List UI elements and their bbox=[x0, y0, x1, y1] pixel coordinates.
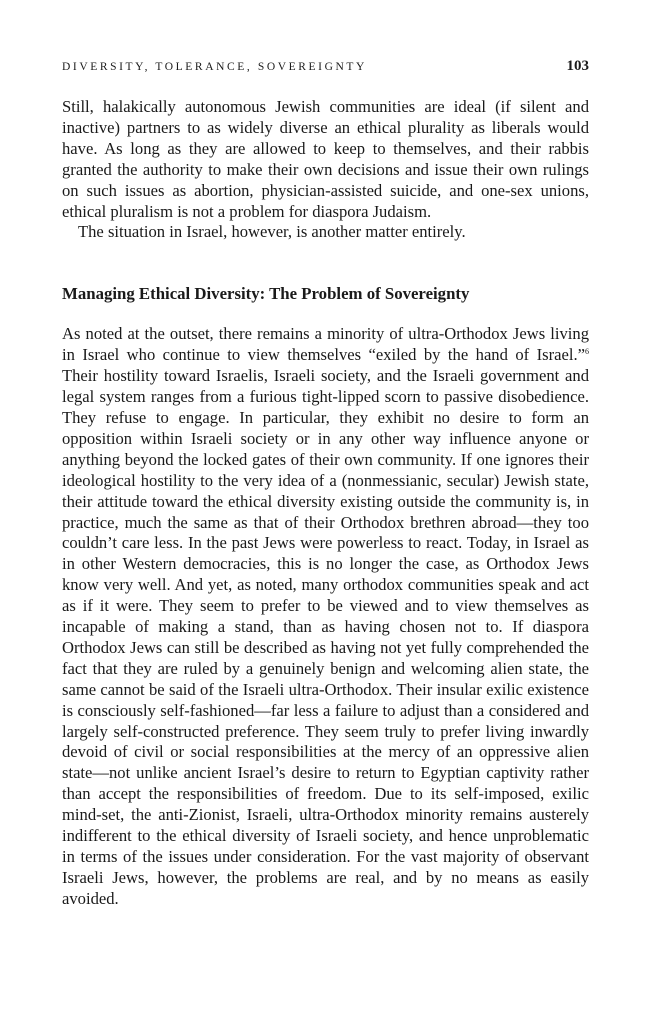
body-text-part2: Their hostility toward Israelis, Israeli society, and the Israeli government and legal system ranges from a furious tight-lipped scorn to passive disobedience. They refuse to engage. In particular, they exhibit no desire to form an opposition within Israeli society or in any other way influence anyone or anything beyond the locked gates of their own community. If one ignores their ideological hostility to the very idea of a (nonmessianic, secular) Jewish state, their attitude toward the ethical diversity existing outside the community is, in practice, much the same as that of their Orthodox brethren abroad—they too couldn’t care less. In the past Jews were powerless to react. Today, in Israel as in other Western democracies, this is no longer the case, as Orthodox Jews know very well. And yet, as noted, many orthodox communities speak and act as if it were. They seem to prefer to be viewed and to view themselves as incapable of making a stand, than as having chosen not to. If diaspora Orthodox Jews can still be described as having not yet fully comprehended the fact that they are ruled by a genuinely benign and welcoming alien state, the same cannot be said of the Israeli ultra-Orthodox. Their insular exilic existence is consciously self-fashioned—far less a failure to adjust than a considered and largely self-constructed preference. They seem truly to prefer living inwardly devoid of civil or social responsibilities at the mercy of an oppressive alien state—not unlike ancient Israel’s desire to return to Egyptian captivity rather than accept the responsibilities of freedom. Due to its self-imposed, exilic mind-set, the anti-Zionist, Israeli, ultra-Orthodox minority remains austerely indifferent to the ethical diversity of Israeli society, and hence unproblematic in terms of the issues under consideration. For the vast majority of observant Israeli Jews, however, the problems are real, and by no means as easily avoided. bbox=[62, 366, 589, 908]
body-text-part1: As noted at the outset, there remains a minority of ultra-Orthodox Jews living in Israel who continue to view themselves “exiled by the hand of Israel.” bbox=[62, 324, 589, 365]
running-title: DIVERSITY, TOLERANCE, SOVEREIGNTY bbox=[62, 61, 367, 73]
page-number: 103 bbox=[566, 58, 589, 74]
intro-paragraph: Still, halakically autonomous Jewish communities are ideal (if silent and inactive) partners to as widely diverse an ethical plurality as liberals would have. As long as they are allowed to keep to themselves, and their rabbis granted the authority to make their own decisions and issue their own rulings on such issues as abortion, physician-assisted suicide, and one-sex unions, ethical pluralism is not a problem for diaspora Judaism. bbox=[62, 97, 589, 221]
footnote-marker[interactable]: 6 bbox=[585, 347, 589, 357]
running-header bbox=[62, 58, 589, 78]
book-page bbox=[62, 58, 589, 910]
section-heading: Managing Ethical Diversity: The Problem of Sovereignty bbox=[62, 284, 470, 304]
body-paragraph bbox=[62, 324, 589, 909]
transition-paragraph: The situation in Israel, however, is another matter entirely. bbox=[78, 222, 466, 242]
